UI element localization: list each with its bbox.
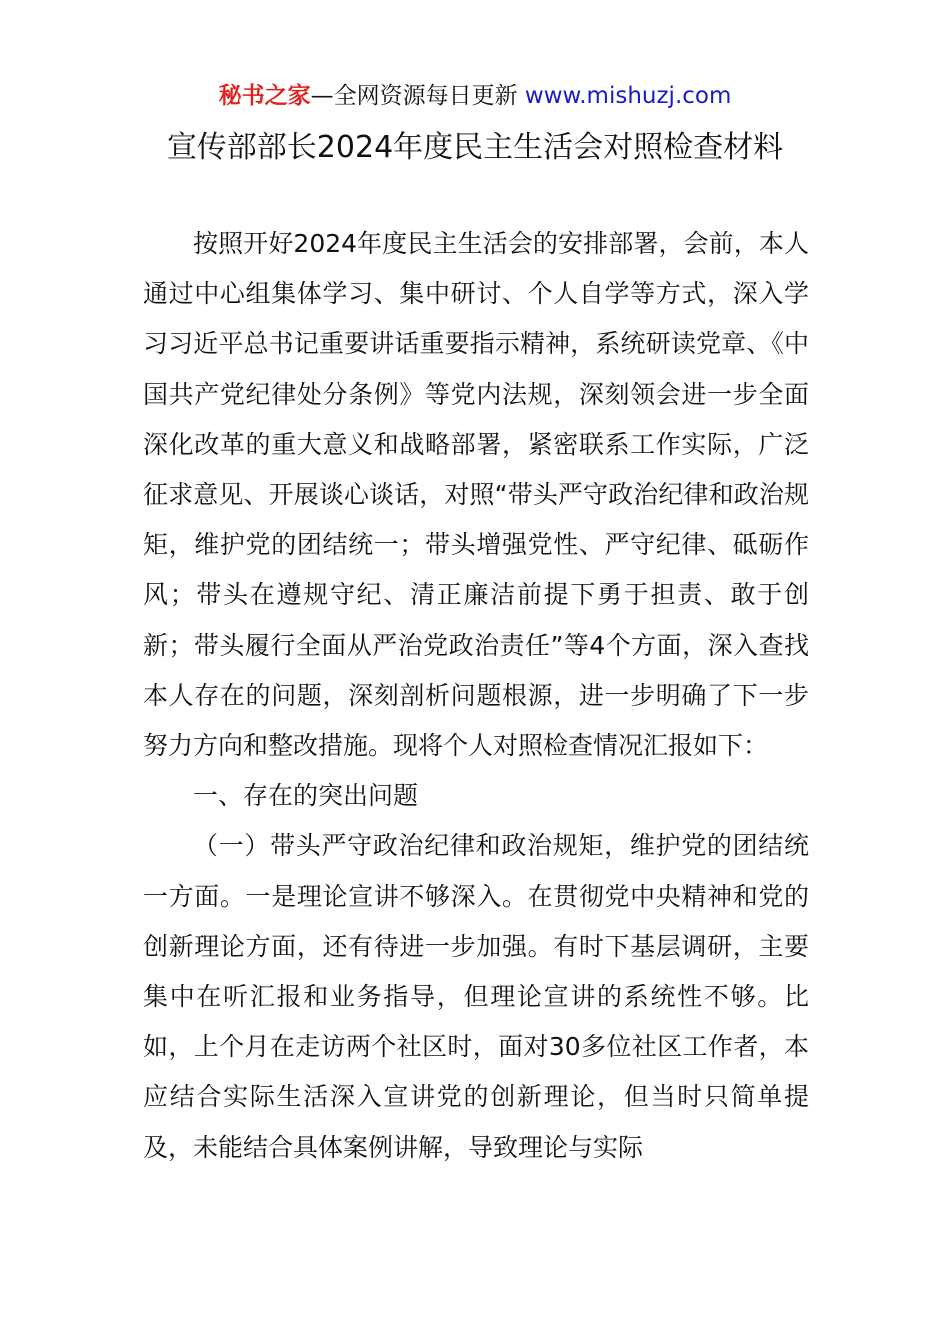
site-url-link[interactable]: www.mishuzj.com [524, 83, 732, 109]
site-header [0, 78, 950, 114]
intro-paragraph: 按照开好2024年度民主生活会的安排部署，会前，本人通过中心组集体学习、集中研讨、个人自学等方式，深入学习习近平总书记重要讲话重要指示精神，系统研读党章、《中国共产党纪律处分条例》等党内法规，深刻领会进一步全面深化改革的重大意义和战略部署，紧密联系工作实际，广泛征求意见、开展谈心谈话，对照“带头严守政治纪律和政治规矩，维护党的团结统一；带头增强党性、严守纪律、砥砺作风；带头在遵规守纪、清正廉洁前提下勇于担责、敢于创新；带头履行全面从严治党政治责任”等4个方面，深入查找本人存在的问题，深刻剖析问题根源，进一步明确了下一步努力方向和整改措施。现将个人对照检查情况汇报如下： [143, 229, 809, 761]
document-body [143, 219, 809, 1173]
site-tagline: —全网资源每日更新 [310, 83, 525, 109]
section-heading: 一、存在的突出问题 [193, 781, 419, 811]
document-title: 宣传部部长2024年度民主生活会对照检查材料 [166, 130, 784, 165]
section-paragraph: （一）带头严守政治纪律和政治规矩，维护党的团结统一方面。一是理论宣讲不够深入。在贯彻党中央精神和党的创新理论方面，还有待进一步加强。有时下基层调研，主要集中在听汇报和业务指导，但理论宣讲的系统性不够。比如，上个月在走访两个社区时，面对30多位社区工作者，本应结合实际生活深入宣讲党的创新理论，但当时只简单提及，未能结合具体案例讲解，导致理论与实际 [143, 831, 809, 1162]
brand-name: 秘书之家 [218, 83, 311, 109]
